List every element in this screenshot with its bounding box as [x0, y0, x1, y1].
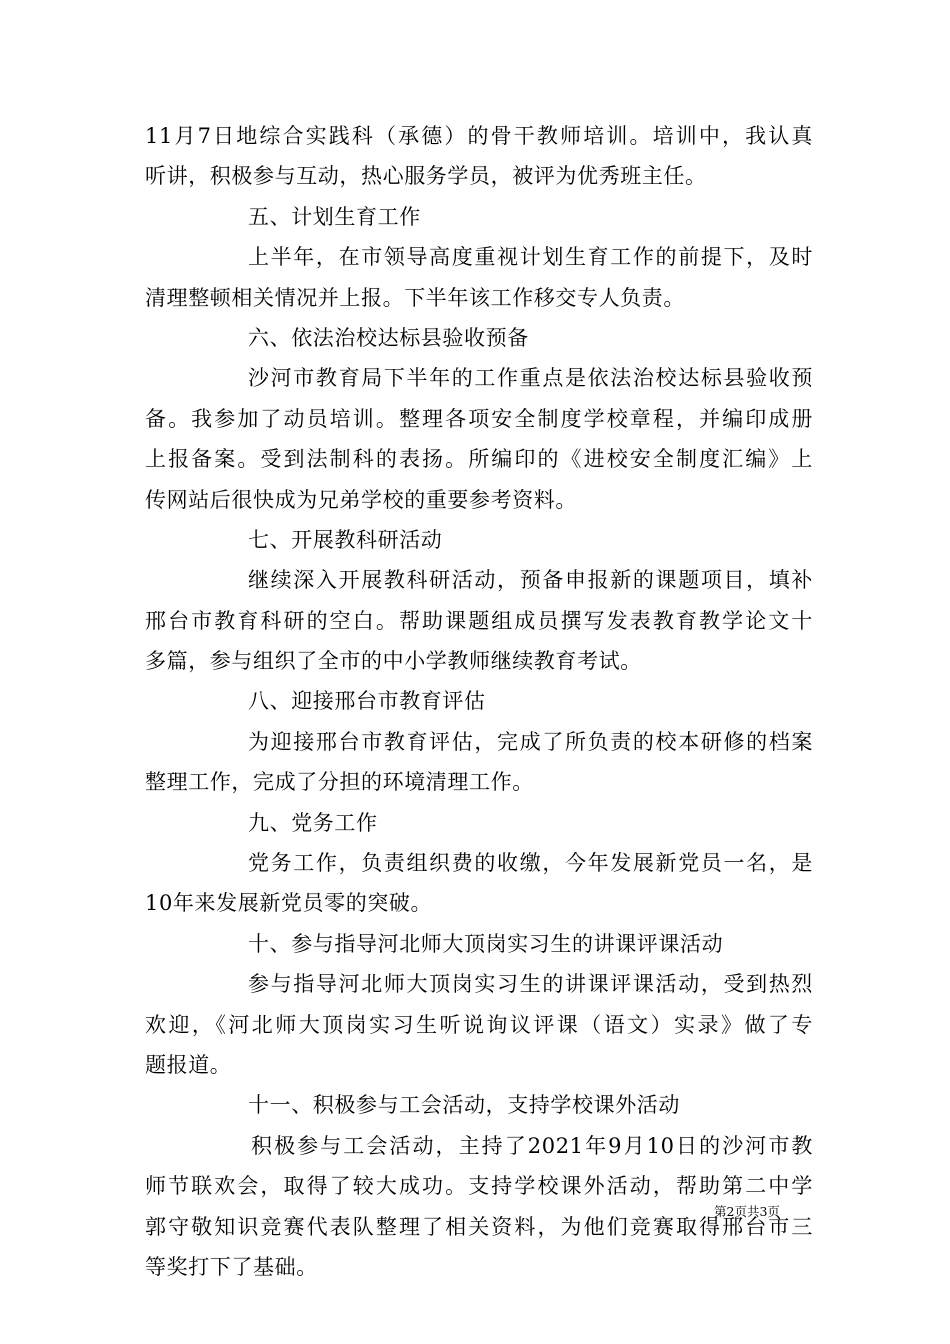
body-line: 积极参与工会活动，主持了2021年9月10日的沙河市教 — [251, 1133, 813, 1158]
section-heading-9: 九、党务工作 — [248, 810, 378, 835]
section-heading-7: 七、开展教科研活动 — [248, 527, 443, 552]
body-line: 清理整顿相关情况并上报。下半年该工作移交专人负责。 — [145, 285, 685, 310]
body-line: 传网站后很快成为兄弟学校的重要参考资料。 — [145, 487, 577, 512]
body-line: 师节联欢会，取得了较大成功。支持学校课外活动，帮助第二中学 — [145, 1174, 813, 1199]
body-line: 继续深入开展教科研活动，预备申报新的课题项目，填补 — [248, 568, 813, 593]
body-line: 10年来发展新党员零的突破。 — [145, 891, 433, 916]
body-line: 11月7日地综合实践科（承德）的骨干教师培训。培训中，我认真 — [145, 124, 813, 148]
body-line: 邢台市教育科研的空白。帮助课题组成员撰写发表教育教学论文十 — [145, 608, 813, 633]
section-heading-11: 十一、积极参与工会活动，支持学校课外活动 — [248, 1093, 680, 1118]
body-line: 题报道。 — [145, 1052, 232, 1077]
body-line: 参与指导河北师大顶岗实习生的讲课评课活动，受到热烈 — [248, 972, 813, 997]
body-line: 郭守敬知识竞赛代表队整理了相关资料，为他们竞赛取得邢台市三 — [145, 1214, 813, 1239]
body-line: 为迎接邢台市教育评估，完成了所负责的校本研修的档案 — [248, 729, 813, 754]
page-number-footer: 第2页共3页 — [714, 1204, 780, 1219]
section-heading-5: 五、计划生育工作 — [248, 204, 421, 229]
section-heading-10: 十、参与指导河北师大顶岗实习生的讲课评课活动 — [248, 931, 724, 956]
document-body — [145, 116, 813, 1287]
body-line: 多篇，参与组织了全市的中小学教师继续教育考试。 — [145, 649, 642, 674]
section-heading-8: 八、迎接邢台市教育评估 — [248, 689, 486, 714]
body-line: 听讲，积极参与互动，热心服务学员，被评为优秀班主任。 — [145, 164, 707, 189]
body-line: 上半年，在市领导高度重视计划生育工作的前提下，及时 — [248, 245, 813, 270]
section-heading-6: 六、依法治校达标县验收预备 — [248, 325, 529, 350]
body-line: 等奖打下了基础。 — [145, 1254, 318, 1279]
body-line: 党务工作，负责组织费的收缴，今年发展新党员一名，是 — [248, 851, 813, 876]
body-line: 整理工作，完成了分担的环境清理工作。 — [145, 770, 534, 795]
body-line: 欢迎，《河北师大顶岗实习生听说询议评课（语文）实录》做了专 — [145, 1012, 813, 1037]
body-line: 上报备案。受到法制科的表扬。所编印的《进校安全制度汇编》上 — [145, 447, 813, 472]
body-line: 备。我参加了动员培训。整理各项安全制度学校章程，并编印成册 — [145, 406, 813, 431]
body-line: 沙河市教育局下半年的工作重点是依法治校达标县验收预 — [248, 366, 813, 391]
